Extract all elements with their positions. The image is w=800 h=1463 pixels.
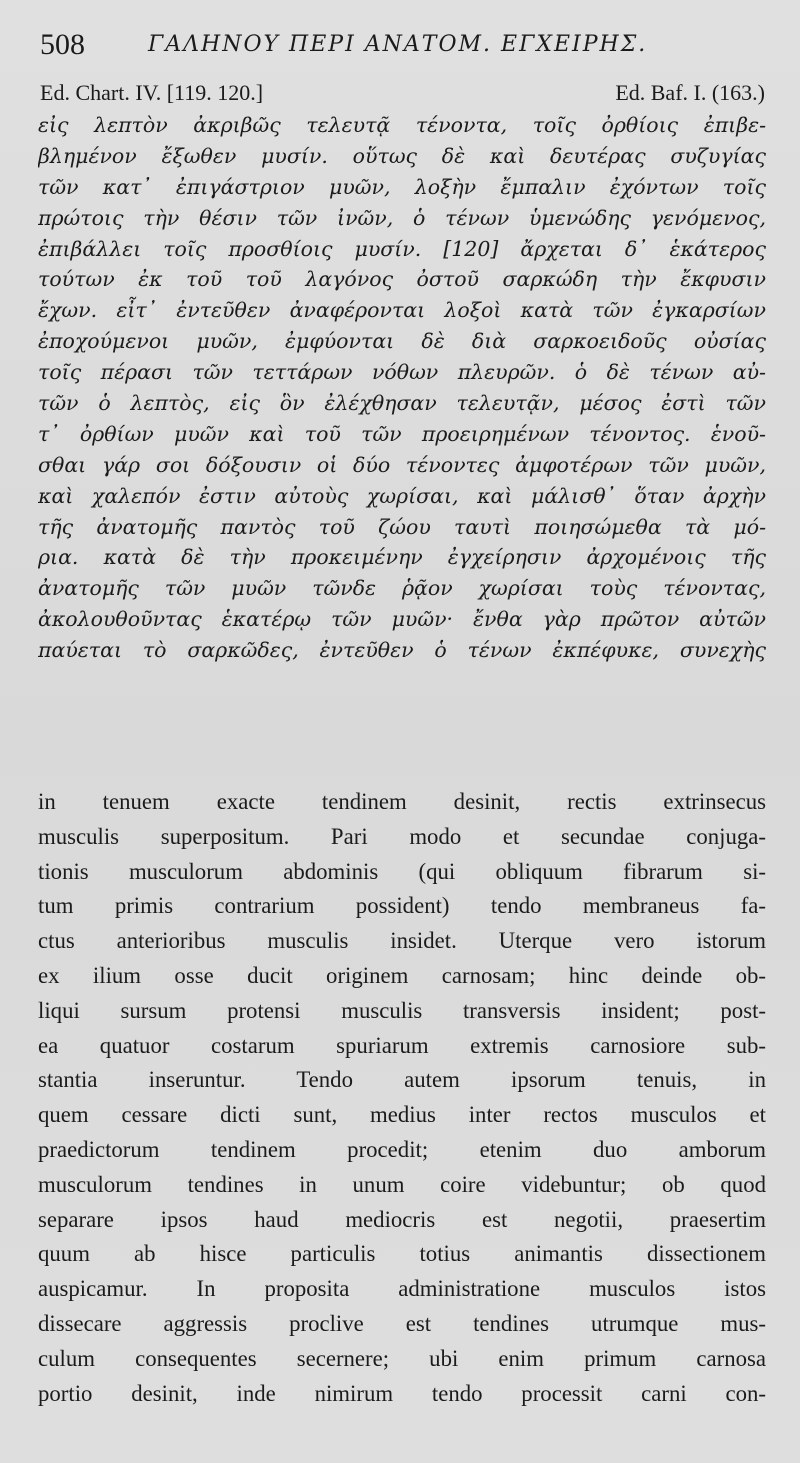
text-line: τοῖς πέρασι τῶν τεττάρων νόθων πλευρῶν. ὁ δὲ τένων αὐ-	[38, 360, 766, 385]
text-line: πρώτοις τὴν θέσιν τῶν ἰνῶν, ὁ τένων ὑμενώδης γενόμενος,	[38, 205, 766, 230]
edition-references	[40, 80, 765, 108]
text-line: culum consequentes secernere; ubi enim primum carnosa	[38, 1345, 766, 1371]
text-line: τῶν ὁ λεπτὸς, εἰς ὃν ἐλέχθησαν τελευτᾷν, μέσος ἐστὶ τῶν	[38, 391, 766, 416]
text-line: σθαι γάρ σοι δόξουσιν οἱ δύο τένοντες ἀμφοτέρων τῶν μυῶν,	[38, 452, 766, 477]
text-line: liqui sursum protensi musculis transversis insident; post-	[38, 997, 766, 1023]
text-line: τῆς ἀνατομῆς παντὸς τοῦ ζώου ταυτὶ ποιησώμεθα τὰ μό-	[38, 514, 766, 539]
text-line: quum ab hisce particulis totius animantis dissectionem	[38, 1241, 766, 1267]
text-line: ἀκολουθοῦντας ἑκατέρῳ τῶν μυῶν· ἔνθα γὰρ πρῶτον αὐτῶν	[38, 607, 766, 632]
text-line: ἐπιβάλλει τοῖς προσθίοις μυσίν. [120] ἄρχεται δ᾽ ἑκάτερος	[38, 236, 766, 261]
text-line: tionis musculorum abdominis (qui obliquum fibrarum si-	[38, 858, 766, 884]
text-line: musculis superpositum. Pari modo et secundae conjuga-	[38, 823, 766, 849]
text-line: ex ilium osse ducit originem carnosam; hinc deinde ob-	[38, 962, 766, 988]
text-line: καὶ χαλεπόν ἐστιν αὐτοὺς χωρίσαι, καὶ μάλισθ᾽ ὅταν ἀρχὴν	[38, 483, 766, 508]
text-line: τ᾽ ὀρθίων μυῶν καὶ τοῦ τῶν προειρημένων τένοντος. ἑνοῦ-	[38, 421, 766, 446]
text-line: τούτων ἐκ τοῦ τοῦ λαγόνος ὀστοῦ σαρκώδη τὴν ἔκφυσιν	[38, 267, 766, 292]
edition-basel: Ed. Baf. I. (163.)	[615, 80, 765, 105]
running-title: ΓΑΛΗΝΟΥ ΠΕΡΙ ΑΝΑΤΟΜ. ΕΓΧΕΙΡΗΣ.	[148, 32, 648, 57]
text-line: portio desinit, inde nimirum tendo processit carni con-	[38, 1380, 766, 1406]
text-line: stantia inseruntur. Tendo autem ipsorum tenuis, in	[38, 1067, 766, 1093]
text-line: βλημένον ἔξωθεν μυσίν. οὕτως δὲ καὶ δευτέρας συζυγίας	[38, 143, 766, 168]
text-line: in tenuem exacte tendinem desinit, rectis extrinsecus	[38, 789, 766, 814]
page-header	[40, 28, 770, 64]
text-line: quem cessare dicti sunt, medius inter rectos musculos et	[38, 1102, 766, 1128]
text-line: ρια. κατὰ δὲ τὴν προκειμένην ἐγχείρησιν ἀρχομένοις τῆς	[38, 545, 766, 570]
text-line: musculorum tendines in unum coire videbuntur; ob quod	[38, 1171, 766, 1197]
edition-chartier: Ed. Chart. IV. [119. 120.]	[40, 80, 264, 105]
text-line: separare ipsos haud mediocris est negotii, praesertim	[38, 1206, 766, 1232]
text-line: εἰς λεπτὸν ἀκριβῶς τελευτᾷ τένοντα, τοῖς ὀρθίοις ἐπιβε-	[38, 113, 766, 137]
text-line: παύεται τὸ σαρκῶδες, ἐντεῦθεν ὁ τένων ἐκπέφυκε, συνεχὴς	[38, 638, 766, 663]
text-line: ea quatuor costarum spuriarum extremis carnosiore sub-	[38, 1032, 766, 1058]
text-line: ctus anterioribus musculis insidet. Uterque vero istorum	[38, 928, 766, 954]
text-line: ἐποχούμενοι μυῶν, ἐμφύονται δὲ διὰ σαρκοειδοῦς οὐσίας	[38, 329, 766, 354]
text-line: τῶν κατ᾽ ἐπιγάστριον μυῶν, λοξὴν ἔμπαλιν ἐχόντων τοῖς	[38, 174, 766, 199]
text-line: tum primis contrarium possident) tendo membraneus fa-	[38, 893, 766, 919]
text-line: ἔχων. εἶτ᾽ ἐντεῦθεν ἀναφέρονται λοξοὶ κατὰ τῶν ἐγκαρσίων	[38, 298, 766, 323]
greek-text	[38, 110, 766, 666]
text-line: praedictorum tendinem procedit; etenim duo amborum	[38, 1136, 766, 1162]
page-number: 508	[40, 28, 85, 61]
text-line: auspicamur. In proposita administratione musculos istos	[38, 1276, 766, 1302]
text-line: dissecare aggressis proclive est tendines utrumque mus-	[38, 1310, 766, 1336]
latin-text	[38, 785, 766, 1411]
text-line: ἀνατομῆς τῶν μυῶν τῶνδε ῥᾷον χωρίσαι τοὺς τένοντας,	[38, 576, 766, 601]
